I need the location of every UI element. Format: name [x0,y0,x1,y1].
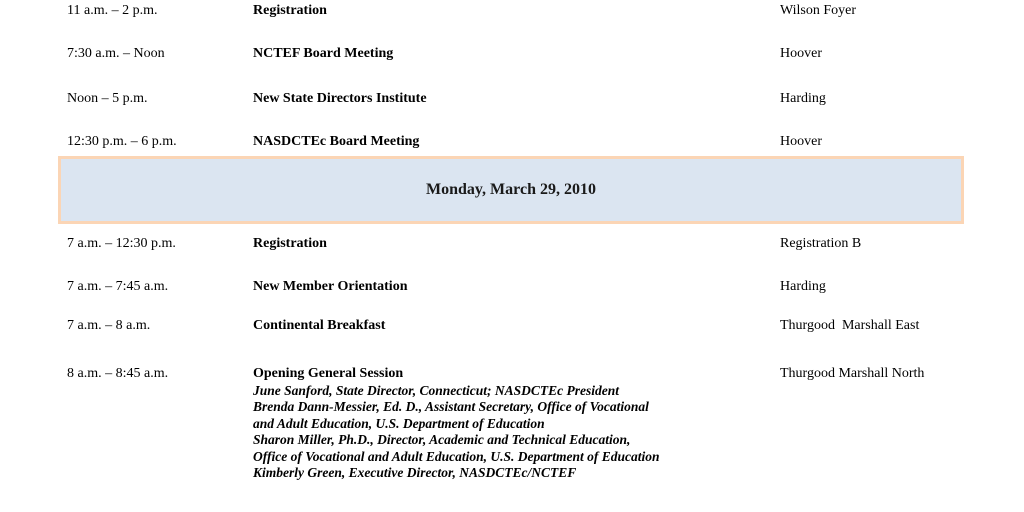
day-header-title: Monday, March 29, 2010 [426,181,596,198]
session-title: Opening General Session [253,366,404,381]
session-room: Thurgood Marshall East [780,318,920,333]
schedule-row [0,133,1024,155]
session-room: Harding [780,91,826,106]
schedule-row [0,2,1024,24]
schedule-row [0,317,1024,339]
session-time: 7 a.m. – 8 a.m. [67,318,151,333]
session-time: 11 a.m. – 2 p.m. [67,3,158,18]
session-time: 12:30 p.m. – 6 p.m. [67,134,177,149]
session-title: New State Directors Institute [253,91,427,106]
session-time: Noon – 5 p.m. [67,91,148,106]
session-title: NCTEF Board Meeting [253,46,394,61]
session-time: 7:30 a.m. – Noon [67,46,165,61]
session-room: Hoover [780,46,822,61]
speaker-line: Kimberly Green, Executive Director, NASDCTEc/NCTEF [253,465,577,481]
session-room: Registration B [780,236,862,251]
speaker-line: Office of Vocational and Adult Education, U.S. Department of Education [253,448,660,464]
speaker-line: and Adult Education, U.S. Department of Education [253,415,545,431]
speaker-line: June Sanford, State Director, Connecticut; NASDCTEc President [253,383,620,398]
session-time: 8 a.m. – 8:45 a.m. [67,366,169,381]
session-title: Continental Breakfast [253,318,386,333]
session-room: Wilson Foyer [780,3,857,18]
session-time: 7 a.m. – 12:30 p.m. [67,236,176,251]
session-title: NASDCTEc Board Meeting [253,134,420,149]
session-room: Hoover [780,134,822,149]
speaker-line: Brenda Dann-Messier, Ed. D., Assistant Secretary, Office of Vocational [253,399,649,415]
session-room: Thurgood Marshall North [780,366,925,381]
speaker-line: Sharon Miller, Ph.D., Director, Academic and Technical Education, [253,432,631,448]
session-title: Registration [253,3,327,18]
session-time: 7 a.m. – 7:45 a.m. [67,279,169,294]
opening-session-speakers [253,383,773,481]
schedule-row [0,45,1024,67]
schedule-row [0,235,1024,257]
session-room: Harding [780,279,826,294]
session-title: Registration [253,236,327,251]
schedule-row [0,90,1024,112]
session-title: New Member Orientation [253,279,408,294]
day-header-banner [58,156,964,224]
schedule-row [0,278,1024,300]
